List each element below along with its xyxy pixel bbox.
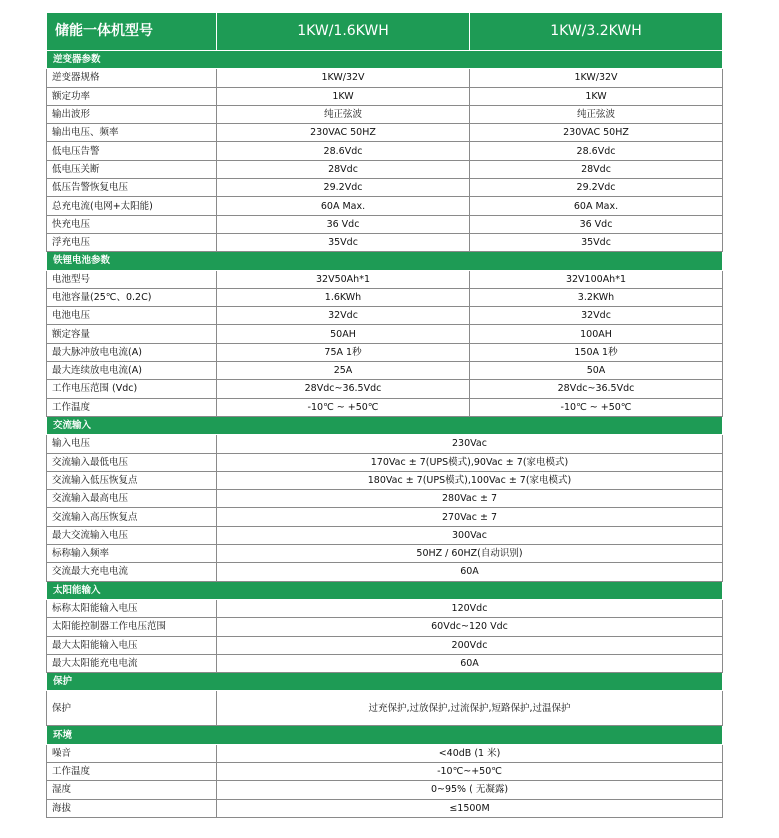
spec-value-shared: 120Vdc <box>217 599 723 617</box>
spec-value-model-1: 29.2Vdc <box>217 179 470 197</box>
spec-label: 交流输入最低电压 <box>47 453 217 471</box>
spec-value-shared: 过充保护,过放保护,过流保护,短路保护,过温保护 <box>217 691 723 726</box>
spec-row <box>47 563 723 581</box>
section-title: 太阳能输入 <box>47 581 723 599</box>
spec-label: 交流输入高压恢复点 <box>47 508 217 526</box>
spec-value-shared: 50HZ / 60HZ(自动识别) <box>217 545 723 563</box>
spec-value-model-2: -10℃ ~ +50℃ <box>470 398 723 416</box>
spec-row <box>47 288 723 306</box>
model-title: 储能一体机型号 <box>47 13 217 51</box>
spec-value-model-2: 28Vdc~36.5Vdc <box>470 380 723 398</box>
section-header-row <box>47 416 723 434</box>
spec-value-model-1: 1.6KWh <box>217 288 470 306</box>
spec-value-shared: 60Vdc~120 Vdc <box>217 618 723 636</box>
spec-value-model-2: 28.6Vdc <box>470 142 723 160</box>
section-title: 保护 <box>47 673 723 691</box>
spec-value-shared: 300Vac <box>217 526 723 544</box>
spec-table <box>46 12 723 818</box>
spec-row <box>47 545 723 563</box>
spec-row <box>47 453 723 471</box>
spec-label: 额定容量 <box>47 325 217 343</box>
spec-row <box>47 618 723 636</box>
spec-value-model-1: 1KW/32V <box>217 69 470 87</box>
spec-row <box>47 160 723 178</box>
section-header-row <box>47 252 723 270</box>
spec-row <box>47 69 723 87</box>
spec-row <box>47 87 723 105</box>
spec-value-model-1: 50AH <box>217 325 470 343</box>
spec-label: 标称太阳能输入电压 <box>47 599 217 617</box>
spec-value-model-1: 28.6Vdc <box>217 142 470 160</box>
spec-value-model-1: 32V50Ah*1 <box>217 270 470 288</box>
spec-label: 交流最大充电电流 <box>47 563 217 581</box>
spec-value-model-2: 29.2Vdc <box>470 179 723 197</box>
spec-value-model-2: 32Vdc <box>470 307 723 325</box>
spec-body <box>47 51 723 818</box>
spec-row <box>47 270 723 288</box>
spec-value-model-1: 28Vdc <box>217 160 470 178</box>
spec-value-shared: 180Vac ± 7(UPS模式),100Vac ± 7(家电模式) <box>217 471 723 489</box>
spec-label: 电池型号 <box>47 270 217 288</box>
spec-value-model-2: 100AH <box>470 325 723 343</box>
spec-value-shared: 270Vac ± 7 <box>217 508 723 526</box>
spec-value-shared: 60A <box>217 563 723 581</box>
spec-row <box>47 179 723 197</box>
spec-value-shared: 60A <box>217 654 723 672</box>
spec-row <box>47 105 723 123</box>
spec-row <box>47 124 723 142</box>
spec-label: 低电压告警 <box>47 142 217 160</box>
spec-row <box>47 744 723 762</box>
section-title: 铁锂电池参数 <box>47 252 723 270</box>
spec-row <box>47 762 723 780</box>
spec-label: 额定功率 <box>47 87 217 105</box>
spec-label: 输入电压 <box>47 435 217 453</box>
spec-value-model-2: 35Vdc <box>470 233 723 251</box>
spec-label: 交流输入最高电压 <box>47 490 217 508</box>
spec-row <box>47 490 723 508</box>
section-title: 交流输入 <box>47 416 723 434</box>
section-title: 环境 <box>47 726 723 744</box>
spec-value-model-1: 28Vdc~36.5Vdc <box>217 380 470 398</box>
spec-value-model-2: 230VAC 50HZ <box>470 124 723 142</box>
model-1-heading: 1KW/1.6KWH <box>217 13 470 51</box>
spec-value-model-2: 28Vdc <box>470 160 723 178</box>
spec-label: 浮充电压 <box>47 233 217 251</box>
section-header-row <box>47 726 723 744</box>
spec-row <box>47 781 723 799</box>
spec-value-shared: 170Vac ± 7(UPS模式),90Vac ± 7(家电模式) <box>217 453 723 471</box>
spec-value-model-2: 50A <box>470 362 723 380</box>
spec-value-model-1: 35Vdc <box>217 233 470 251</box>
spec-label: 标称输入频率 <box>47 545 217 563</box>
spec-value-shared: 280Vac ± 7 <box>217 490 723 508</box>
spec-value-model-1: 1KW <box>217 87 470 105</box>
spec-value-model-1: -10℃ ~ +50℃ <box>217 398 470 416</box>
spec-row <box>47 526 723 544</box>
section-header-row <box>47 673 723 691</box>
spec-value-shared: 230Vac <box>217 435 723 453</box>
spec-value-model-2: 纯正弦波 <box>470 105 723 123</box>
spec-label: 噪音 <box>47 744 217 762</box>
spec-row <box>47 799 723 817</box>
spec-label: 逆变器规格 <box>47 69 217 87</box>
spec-row <box>47 380 723 398</box>
spec-row <box>47 215 723 233</box>
spec-label: 最大连续放电电流(A) <box>47 362 217 380</box>
spec-label: 工作电压范围 (Vdc) <box>47 380 217 398</box>
spec-value-shared: 200Vdc <box>217 636 723 654</box>
spec-row <box>47 233 723 251</box>
spec-row <box>47 508 723 526</box>
section-header-row <box>47 581 723 599</box>
spec-row <box>47 471 723 489</box>
spec-label: 电池容量(25℃、0.2C) <box>47 288 217 306</box>
spec-value-model-1: 75A 1秒 <box>217 343 470 361</box>
spec-value-shared: <40dB (1 米) <box>217 744 723 762</box>
spec-value-shared: ≤1500M <box>217 799 723 817</box>
spec-row <box>47 435 723 453</box>
spec-row <box>47 197 723 215</box>
spec-label: 低压告警恢复电压 <box>47 179 217 197</box>
section-header-row <box>47 51 723 69</box>
spec-value-model-1: 230VAC 50HZ <box>217 124 470 142</box>
spec-row <box>47 398 723 416</box>
spec-label: 工作温度 <box>47 762 217 780</box>
spec-value-model-1: 60A Max. <box>217 197 470 215</box>
spec-label: 快充电压 <box>47 215 217 233</box>
spec-label: 最大太阳能输入电压 <box>47 636 217 654</box>
spec-row <box>47 343 723 361</box>
spec-row <box>47 142 723 160</box>
spec-label: 电池电压 <box>47 307 217 325</box>
spec-value-model-2: 1KW/32V <box>470 69 723 87</box>
spec-value-model-2: 3.2KWh <box>470 288 723 306</box>
spec-value-model-2: 1KW <box>470 87 723 105</box>
spec-value-model-2: 60A Max. <box>470 197 723 215</box>
spec-label: 海拔 <box>47 799 217 817</box>
spec-value-model-2: 32V100Ah*1 <box>470 270 723 288</box>
spec-value-model-1: 25A <box>217 362 470 380</box>
spec-value-model-2: 150A 1秒 <box>470 343 723 361</box>
spec-label: 最大脉冲放电电流(A) <box>47 343 217 361</box>
spec-row <box>47 691 723 726</box>
spec-row <box>47 599 723 617</box>
spec-value-shared: 0~95% ( 无凝露) <box>217 781 723 799</box>
spec-label: 太阳能控制器工作电压范围 <box>47 618 217 636</box>
spec-label: 总充电流(电网+太阳能) <box>47 197 217 215</box>
spec-value-shared: -10℃~+50℃ <box>217 762 723 780</box>
section-title: 逆变器参数 <box>47 51 723 69</box>
spec-label: 低电压关断 <box>47 160 217 178</box>
model-2-heading: 1KW/3.2KWH <box>470 13 723 51</box>
spec-value-model-1: 36 Vdc <box>217 215 470 233</box>
spec-label: 最大交流输入电压 <box>47 526 217 544</box>
spec-label: 湿度 <box>47 781 217 799</box>
spec-row <box>47 636 723 654</box>
spec-row <box>47 362 723 380</box>
spec-label: 输出波形 <box>47 105 217 123</box>
spec-value-model-2: 36 Vdc <box>470 215 723 233</box>
spec-row <box>47 654 723 672</box>
spec-label: 保护 <box>47 691 217 726</box>
table-header-row <box>47 13 723 51</box>
spec-row <box>47 307 723 325</box>
spec-value-model-1: 纯正弦波 <box>217 105 470 123</box>
spec-value-model-1: 32Vdc <box>217 307 470 325</box>
spec-row <box>47 325 723 343</box>
spec-label: 最大太阳能充电电流 <box>47 654 217 672</box>
spec-label: 输出电压、频率 <box>47 124 217 142</box>
spec-label: 交流输入低压恢复点 <box>47 471 217 489</box>
spec-label: 工作温度 <box>47 398 217 416</box>
